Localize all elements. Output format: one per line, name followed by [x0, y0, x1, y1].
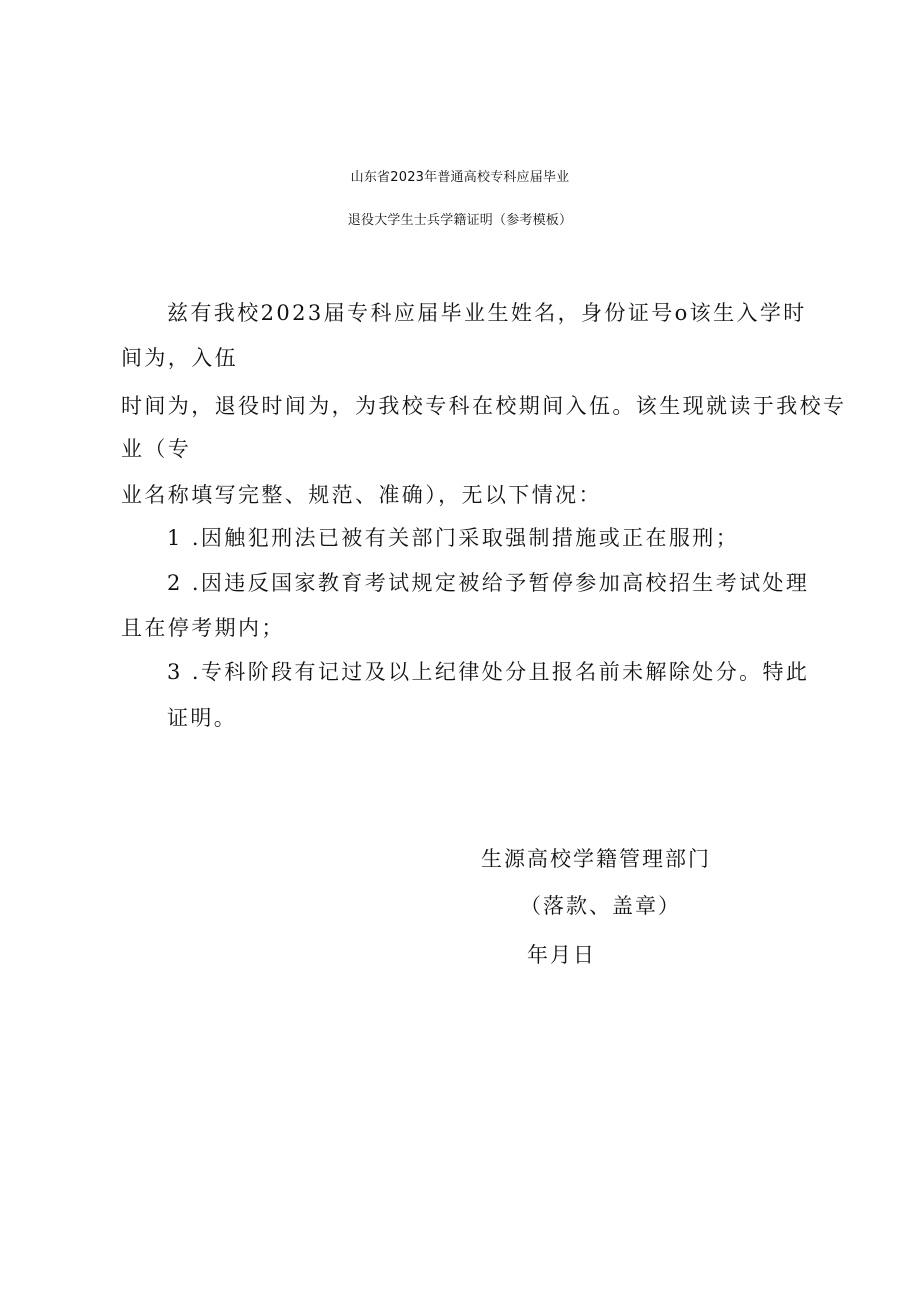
signature-seal-note: （落款、盖章） [520, 894, 681, 918]
body-line-5: 业名称填写完整、规范、准确），无以下情况： [121, 483, 602, 507]
closing-statement: 证明。 [167, 706, 238, 730]
body-line-3: 时间为，退役时间为，为我校专科在校期间入伍。该生现就读于我校专 [121, 394, 847, 418]
body-line-4: 业（专 [121, 437, 192, 461]
document-title-line-2: 退役大学生士兵学籍证明（参考模板） [347, 213, 573, 228]
document-title-line-1: 山东省2023年普通高校专科应届毕业 [350, 170, 570, 185]
signature-date: 年月日 [527, 943, 596, 967]
condition-item-1: 1 .因触犯刑法已被有关部门采取强制措施或正在服刑； [167, 526, 740, 550]
body-line-1: 兹有我校2023届专科应届毕业生姓名，身份证号o该生入学时 [167, 301, 807, 325]
signature-department: 生源高校学籍管理部门 [481, 847, 711, 871]
body-line-2: 间为，入伍 [121, 346, 238, 370]
condition-item-2-continued: 且在停考期内； [121, 616, 285, 640]
condition-item-3: 3 .专科阶段有记过及以上纪律处分且报名前未解除处分。特此 [167, 660, 810, 684]
condition-item-2: 2 .因违反国家教育考试规定被给予暂停参加高校招生考试处理 [167, 571, 810, 595]
